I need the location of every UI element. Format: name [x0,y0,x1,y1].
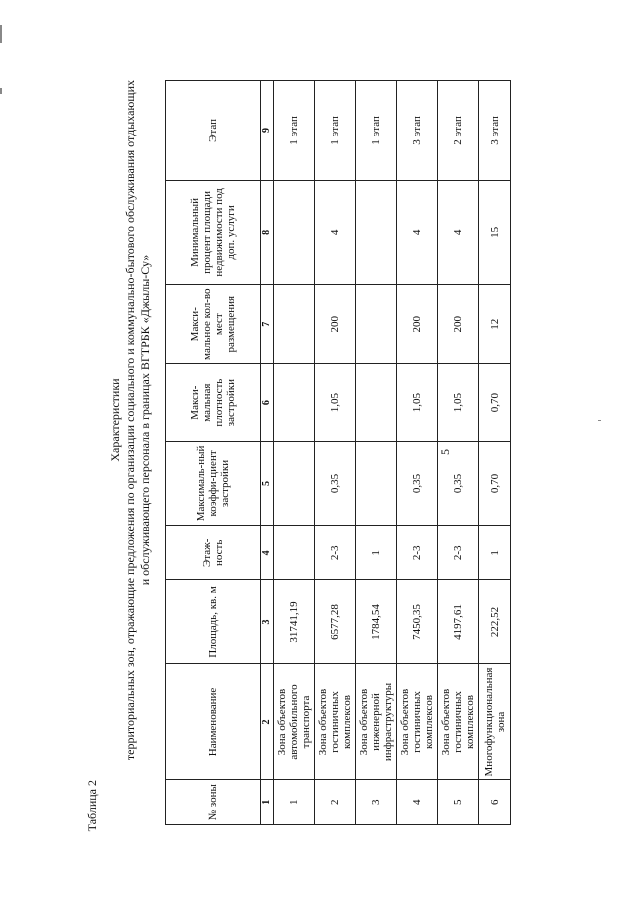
column-number: 5 [261,441,274,525]
column-number: 1 [261,780,274,825]
title-line-2: территориальных зон, отражающие предложения по организации социального и коммунально-бытового обслуживания отдыхающих [123,79,137,761]
cell-area: 6577,28 [315,580,356,664]
cell-name: Зона объектов гостиничных комплексов [438,664,479,780]
header-stage: Этап [166,81,261,181]
cell-zone-number: 1 [274,780,315,825]
scan-edge-mark [0,88,2,94]
table-row [356,81,397,825]
cell-max-density: 1,05 [438,364,479,441]
header-max-places: Макси-мальное кол-во мест размещения [166,284,261,364]
cell-max-places: 200 [438,284,479,364]
cell-zone-number: 5 [438,780,479,825]
cell-stage: 1 этап [274,81,315,181]
cell-max-places: 200 [315,284,356,364]
scan-edge-mark [598,420,601,421]
cell-floors [274,526,315,580]
cell-min-percent [274,180,315,284]
cell-name: Зона объектов автомобильного транспорта [274,664,315,780]
column-number: 3 [261,580,274,664]
cell-max-places: 12 [479,284,511,364]
cell-area: 4197,61 [438,580,479,664]
table-label: Таблица 2 [85,780,99,832]
cell-stage: 3 этап [479,81,511,181]
table-row [397,81,438,825]
cell-max-coefficient: 0,35 [315,441,356,525]
cell-area: 1784,54 [356,580,397,664]
column-number: 8 [261,180,274,284]
cell-area: 31741,19 [274,580,315,664]
title-line-1: Характеристики [108,378,122,462]
page-number: 5 [438,449,452,455]
column-number: 2 [261,664,274,780]
cell-max-coefficient: 0,35 [438,441,479,525]
cell-min-percent: 4 [397,180,438,284]
cell-name: Зона объектов инженерной инфраструктуры [356,664,397,780]
column-number: 9 [261,81,274,181]
cell-max-coefficient [356,441,397,525]
cell-floors: 1 [479,526,511,580]
cell-stage: 1 этап [315,81,356,181]
cell-max-coefficient: 0,70 [479,441,511,525]
table-row [479,81,511,825]
scan-edge-mark [0,25,2,43]
header-row [166,81,261,825]
cell-min-percent: 4 [438,180,479,284]
table-title [108,65,153,775]
header-zone-number: № зоны [166,780,261,825]
cell-max-density: 1,05 [397,364,438,441]
column-number-row [261,81,274,825]
cell-floors: 2-3 [315,526,356,580]
header-max-density: Макси-мальная плотность застройки [166,364,261,441]
header-name: Наименование [166,664,261,780]
cell-max-density [356,364,397,441]
column-number: 6 [261,364,274,441]
header-area: Площадь, кв. м [166,580,261,664]
cell-max-places [356,284,397,364]
cell-name: Зона объектов гостиничных комплексов [315,664,356,780]
cell-max-coefficient: 0,35 [397,441,438,525]
title-line-3: и обслуживающего персонала в границах ВГТРБК «Джылы-Су» [138,254,152,586]
cell-floors: 2-3 [438,526,479,580]
cell-min-percent: 4 [315,180,356,284]
table-row [438,81,479,825]
zones-table [165,80,511,825]
table-row [274,81,315,825]
cell-area: 222,52 [479,580,511,664]
cell-stage: 2 этап [438,81,479,181]
table-row [315,81,356,825]
cell-max-density: 1,05 [315,364,356,441]
cell-zone-number: 6 [479,780,511,825]
cell-max-places: 200 [397,284,438,364]
cell-zone-number: 4 [397,780,438,825]
cell-stage: 3 этап [397,81,438,181]
header-floors: Этаж-ность [166,526,261,580]
cell-name: Зона объектов гостиничных комплексов [397,664,438,780]
cell-zone-number: 3 [356,780,397,825]
cell-floors: 1 [356,526,397,580]
column-number: 7 [261,284,274,364]
cell-name: Многофункциональная зона [479,664,511,780]
header-max-coefficient: Максималь-ный коэффи-циент застройки [166,441,261,525]
cell-min-percent: 15 [479,180,511,284]
cell-stage: 1 этап [356,81,397,181]
cell-max-density [274,364,315,441]
cell-min-percent [356,180,397,284]
cell-zone-number: 2 [315,780,356,825]
cell-floors: 2-3 [397,526,438,580]
cell-max-coefficient [274,441,315,525]
cell-max-places [274,284,315,364]
header-min-percent: Минимальный процент площади недвижимости под доп. услуги [166,180,261,284]
cell-max-density: 0,70 [479,364,511,441]
cell-area: 7450,35 [397,580,438,664]
column-number: 4 [261,526,274,580]
